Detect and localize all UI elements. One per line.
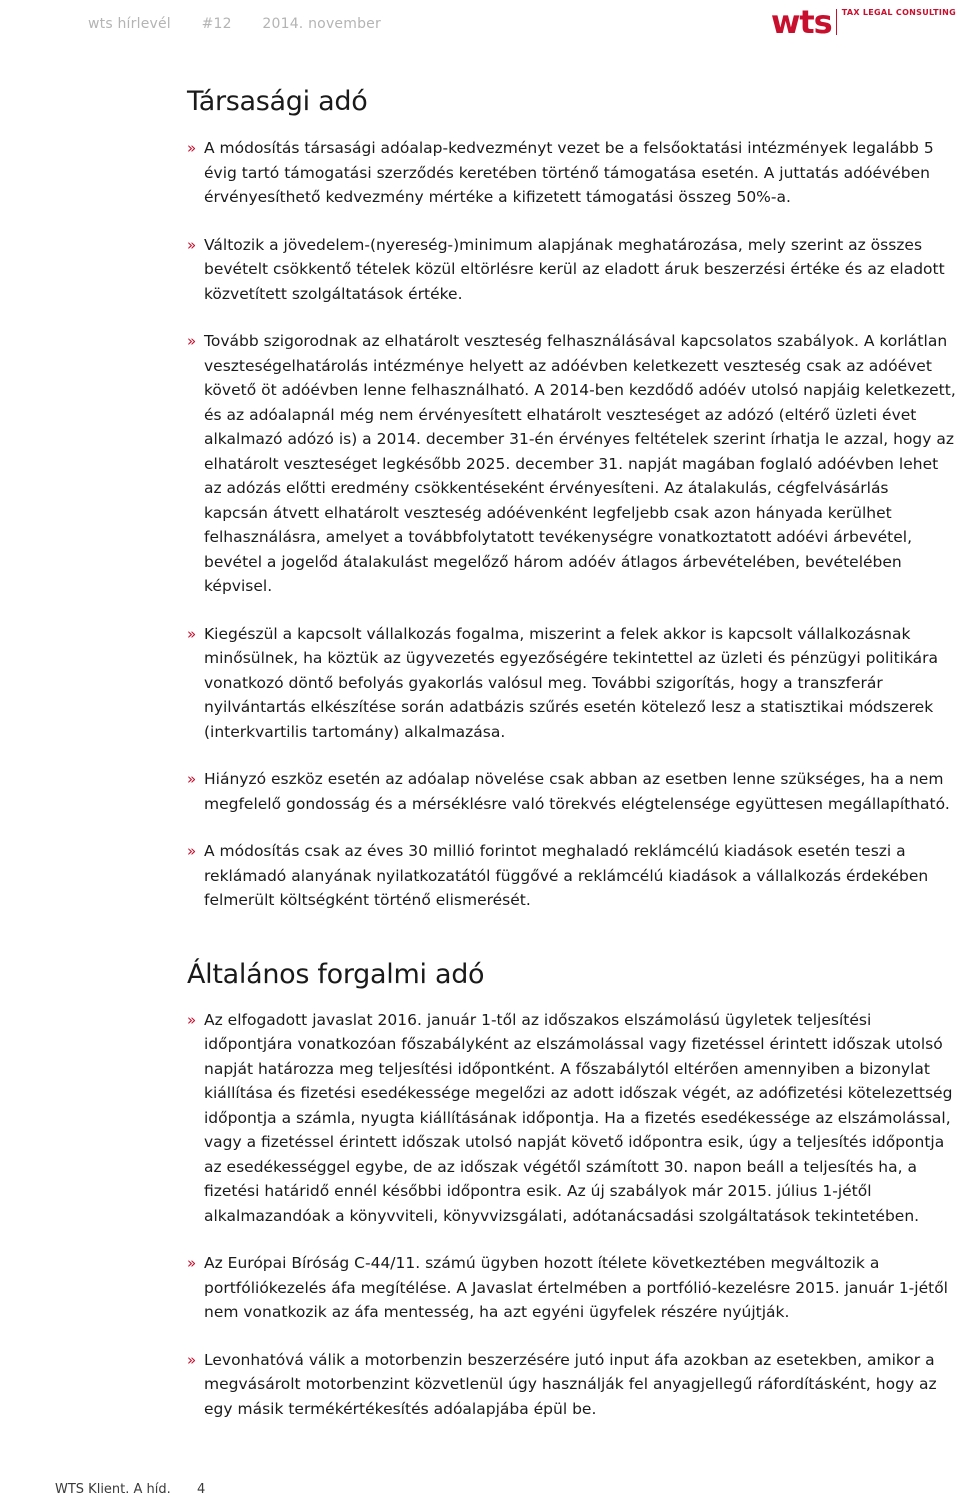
article-body <box>187 86 957 1444</box>
bullet-arrow-icon: » <box>187 1254 197 1272</box>
list-item <box>187 233 957 307</box>
page-footer <box>55 1482 205 1497</box>
bullet-arrow-icon: » <box>187 139 197 157</box>
page-header <box>0 0 960 50</box>
logo-divider <box>836 9 837 35</box>
list-item-text: Hiányzó eszköz esetén az adóalap növelése csak abban az esetben lenne szükséges, ha a nem megfelelő gondosság és a mérséklésre való törekvés elégtelensége együttesen megállapítható. <box>204 770 950 813</box>
list-item <box>187 839 957 913</box>
list-item-text: A módosítás társasági adóalap-kedvezményt vezet be a felsőoktatási intézmények legalább 5 évig tartó támogatási szerződés keretében történő támogatása esetén. A juttatás adóévében érvényesíthető kedvezmény mértéke a kifizetett támogatási összeg 50%-a. <box>204 139 934 206</box>
list-item-text: Az Európai Bíróság C-44/11. számú ügyben hozott ítélete következtében megváltozik a portfóliókezelés áfa megítélése. A Javaslat értelmében a portfólió-kezelésre 2015. január 1-jétől nem vonatkozik az áfa mentesség, ha azt egyéni ügyfelek részére nyújtják. <box>204 1254 948 1321</box>
list-item <box>187 767 957 816</box>
list-item-text: Az elfogadott javaslat 2016. január 1-től az időszakos elszámolású ügyletek teljesítési időpontjára vonatkozóan főszabályként az elszámolással vagy fizetéssel érintett időszak utolsó napját határozza meg teljesítési időpontként. A főszabálytól eltérően amennyiben a bizonylat kiállítása és fizetési esedékessége megelőzi az adott időszak végét, az adófizetési kötelezettség időpontja a számla, nyugta kiállításának időpontja. Ha a fizetés esedékessége az elszámolással, vagy a fizetéssel érintett időszak utolsó napját követő időpontra esik, úgy a teljesítés időpontja az esedékességgel egybe, de az időszak végétől számított 30. napon beáll a teljesítés ha, a fizetési határidő ennél későbbi időpontra esik. Az új szabályok már 2015. július 1-jétől alkalmazandóak a könyvviteli, könyvvizsgálati, adótanácsadási szolgáltatások tekintetében. <box>204 1010 953 1225</box>
bullet-list <box>187 136 957 913</box>
section-title: Általános forgalmi adó <box>187 958 485 990</box>
issue-number: #12 <box>201 16 232 32</box>
newsletter-name: wts hírlevél <box>88 16 171 32</box>
list-item <box>187 136 957 210</box>
list-item-text: Változik a jövedelem-(nyereség-)minimum alapjának meghatározása, mely szerint az összes bevételt csökkentő tételek közül eltörlésre kerül az eladott áruk beszerzési értéke és az eladott közvetített szolgáltatások értéke. <box>204 235 945 303</box>
list-item-text: Kiegészül a kapcsolt vállalkozás fogalma, miszerint a felek akkor is kapcsolt vállalkozásnak minősülnek, ha köztük az ügyvezetés egyezőségére tekintettel az üzleti és pénzügyi politikára vonatkozó döntő befolyás gyakorlás valósul meg. További szigorítás, hogy a transzferár nyilvántartás elkészítése során adatbázis szűrés esetén kötelező lesz a statisztikai módszerek (interkvartilis tartomány) alkalmazása. <box>204 624 939 741</box>
logo-tagline: TAX LEGAL CONSULTING <box>841 8 956 17</box>
list-item <box>187 1008 957 1229</box>
list-item-text: Tovább szigorodnak az elhatárolt veszteség felhasználásával kapcsolatos szabályok. A korlátlan veszteségelhatárolás intézménye helyett az adóévben keletkezett veszteség csak az adóévet követő öt adóévben lenne felhasználható. A 2014-ben kezdődő adóév utolsó napjáig keletkezett, és az adóalapnál még nem érvényesített elhatárolt veszteséget az adózó (eltérő üzleti évet alkalmazó adózó is) a 2014. december 31-én érvényes feltételek szerint írhatja le azzal, hogy az elhatárolt veszteséget legkésőbb 2025. december 31. napját magában foglaló adóévben lehet az adózás előtti eredmény csökkentéseként érvényesíteni. Az átalakulás, cégfelvásárlás kapcsán átvett elhatárolt veszteség adóévenként legfeljebb csak azon hányada kerülhet felhasználásra, amelyet a továbbfolytatott tevékenységre vonatkoztatott adóévi árbevétel, bevétel a jogelőd átalakulást megelőző három adóév átlagos árbevételében, bevételében képvisel. <box>204 332 956 595</box>
bullet-arrow-icon: » <box>187 624 197 643</box>
footer-label: WTS Klient. A híd. <box>55 1482 171 1497</box>
section-tarsasagi-ado <box>187 86 957 913</box>
list-item <box>187 622 957 745</box>
logo-mark: wts <box>770 3 832 41</box>
page-number: 4 <box>196 1482 206 1497</box>
bullet-arrow-icon: » <box>187 1010 197 1029</box>
bullet-arrow-icon: » <box>187 842 197 860</box>
list-item <box>187 1251 957 1325</box>
bullet-arrow-icon: » <box>187 332 197 350</box>
list-item-text: A módosítás csak az éves 30 millió forintot meghaladó reklámcélú kiadások esetén teszi a reklámadó alanyának nyilatkozatától függővé a reklámcélú kiadások a vállalkozás érdekében felmerült költségként történő elismerését. <box>204 842 929 909</box>
section-afa <box>187 959 957 1422</box>
issue-date: 2014. november <box>262 16 381 32</box>
bullet-arrow-icon: » <box>187 1350 197 1369</box>
header-meta <box>88 16 407 32</box>
section-title: Társasági adó <box>187 86 368 117</box>
list-item-text: Levonhatóvá válik a motorbenzin beszerzésére jutó input áfa azokban az esetekben, amikor a megvásárolt motorbenzint közvetlenül úgy használják fel anyagjellegű ráfordításként, hogy az egy másik termékértékesítés adóalapjába épül be. <box>204 1350 937 1418</box>
list-item <box>187 329 957 599</box>
list-item <box>187 1348 957 1422</box>
bullet-arrow-icon: » <box>187 235 197 254</box>
bullet-arrow-icon: » <box>187 770 197 788</box>
bullet-list <box>187 1008 957 1422</box>
wts-logo <box>770 3 956 41</box>
